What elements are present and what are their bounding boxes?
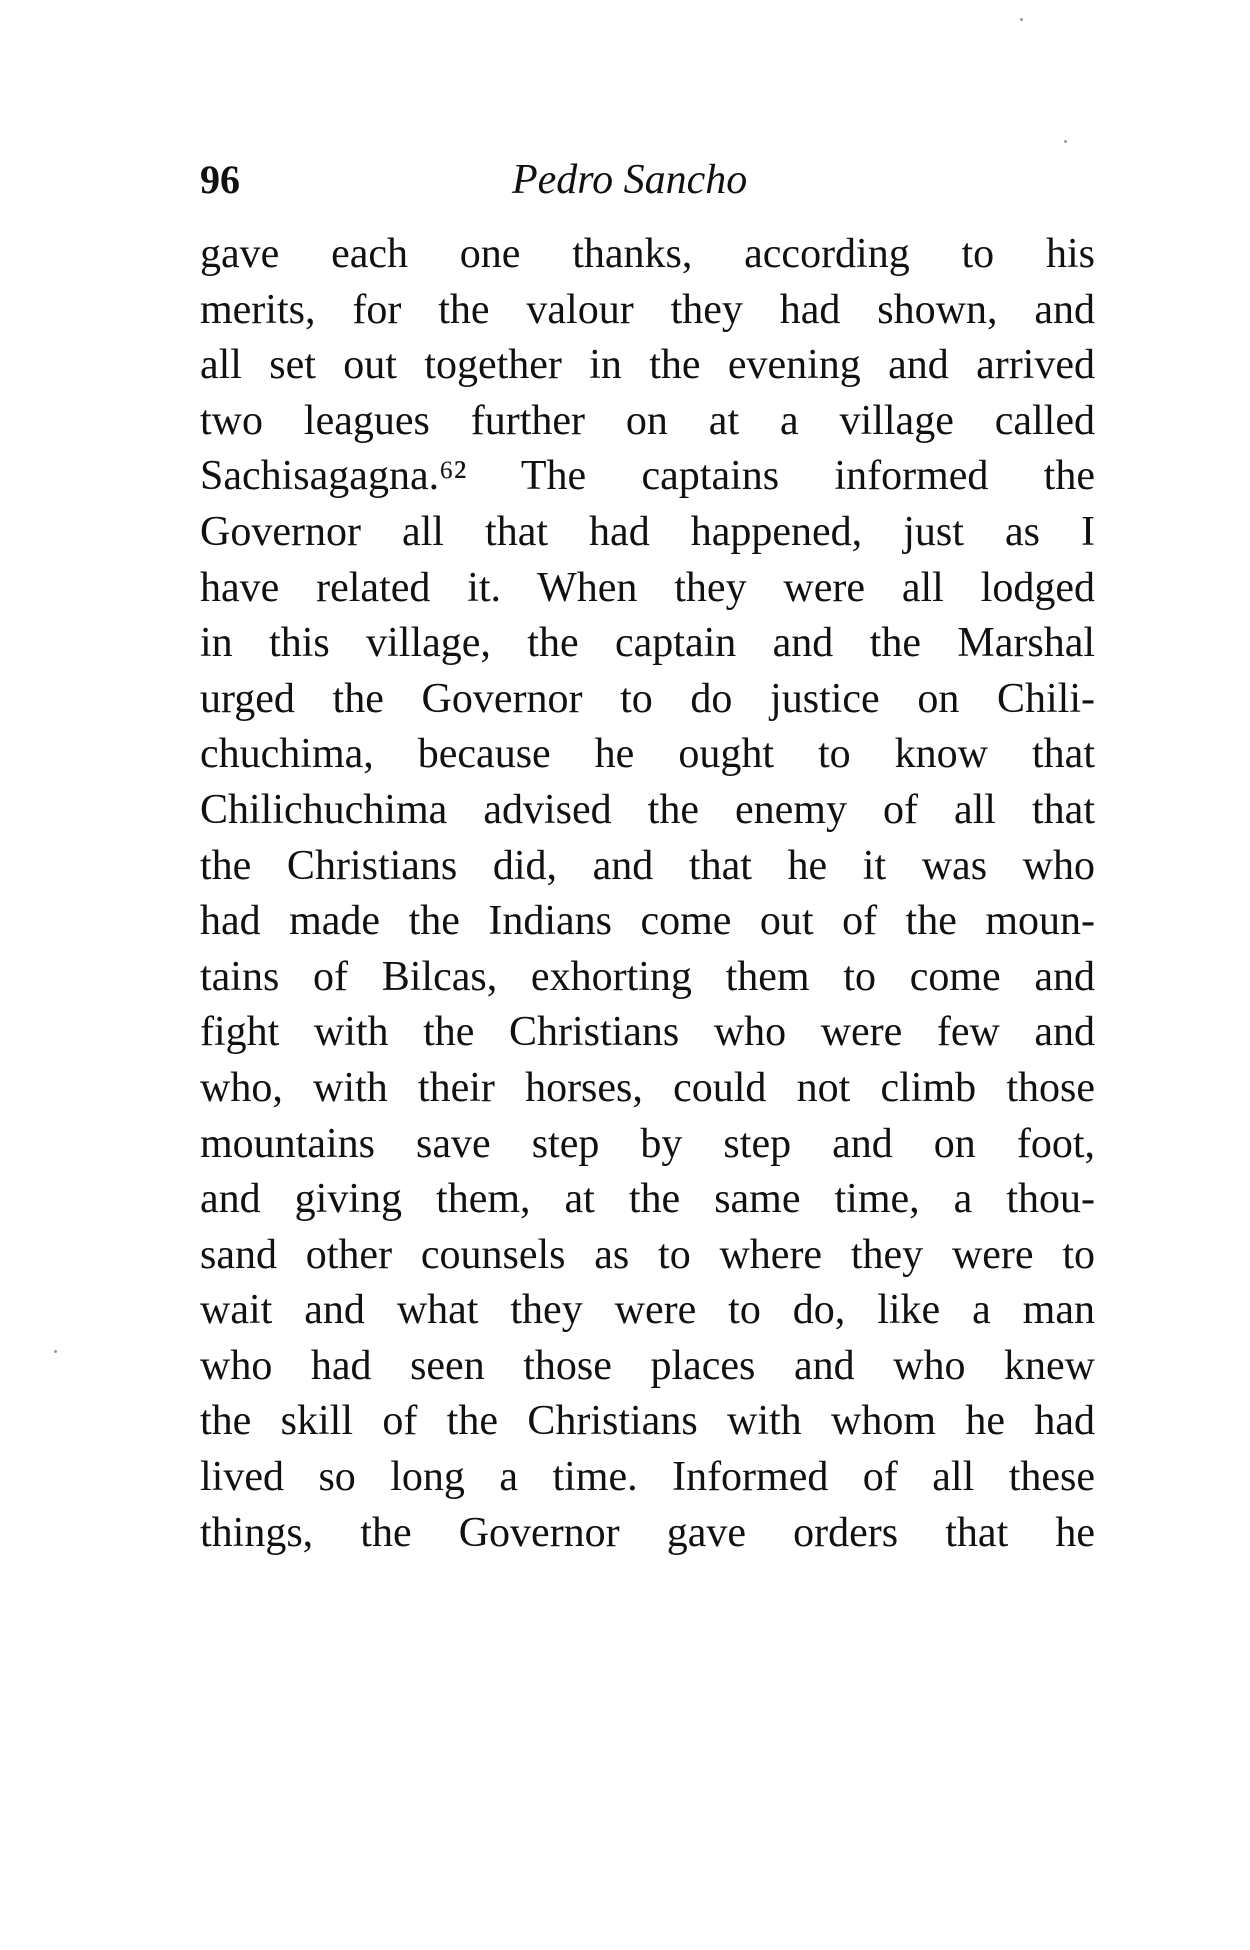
paper-speck (1020, 18, 1023, 21)
text-line: all set out together in the evening and arrived (200, 342, 1095, 389)
text-line: chuchima, because he ought to know that (200, 731, 1095, 778)
text-line: the skill of the Christians with whom he had (200, 1398, 1095, 1445)
text-line: things, the Governor gave orders that he (200, 1509, 1095, 1556)
body-text (200, 227, 1095, 1561)
text-line: sand other counsels as to where they were to (200, 1231, 1095, 1278)
text-line: Governor all that had happened, just as I (200, 508, 1095, 555)
running-head (200, 150, 1095, 210)
text-line: who, with their horses, could not climb those (200, 1064, 1095, 1111)
text-line: have related it. When they were all lodged (200, 564, 1095, 611)
text-line: gave each one thanks, according to his (200, 231, 1095, 277)
text-line: urged the Governor to do justice on Chili- (200, 675, 1095, 722)
text-line: Sachisagagna.⁶² The captains informed the (200, 453, 1095, 500)
text-line: in this village, the captain and the Marshal (200, 620, 1095, 667)
text-line: fight with the Christians who were few and (200, 1009, 1095, 1056)
text-line: who had seen those places and who knew (200, 1342, 1095, 1389)
text-line: and giving them, at the same time, a thou- (200, 1176, 1095, 1223)
text-line: tains of Bilcas, exhorting them to come and (200, 953, 1095, 1000)
text-line: two leagues further on at a village called (200, 397, 1095, 444)
text-line: wait and what they were to do, like a man (200, 1287, 1095, 1334)
paper-speck (1064, 140, 1067, 143)
text-line: merits, for the valour they had shown, and (200, 286, 1095, 333)
page-number: 96 (200, 157, 240, 202)
text-line: mountains save step by step and on foot, (200, 1120, 1095, 1167)
text-line: the Christians did, and that he it was who (200, 842, 1095, 889)
running-title: Pedro Sancho (512, 157, 748, 203)
text-line: lived so long a time. Informed of all these (200, 1454, 1095, 1501)
paper-speck (54, 1350, 57, 1353)
text-line: had made the Indians come out of the moun- (200, 898, 1095, 945)
text-line: Chilichuchima advised the enemy of all that (200, 786, 1095, 833)
